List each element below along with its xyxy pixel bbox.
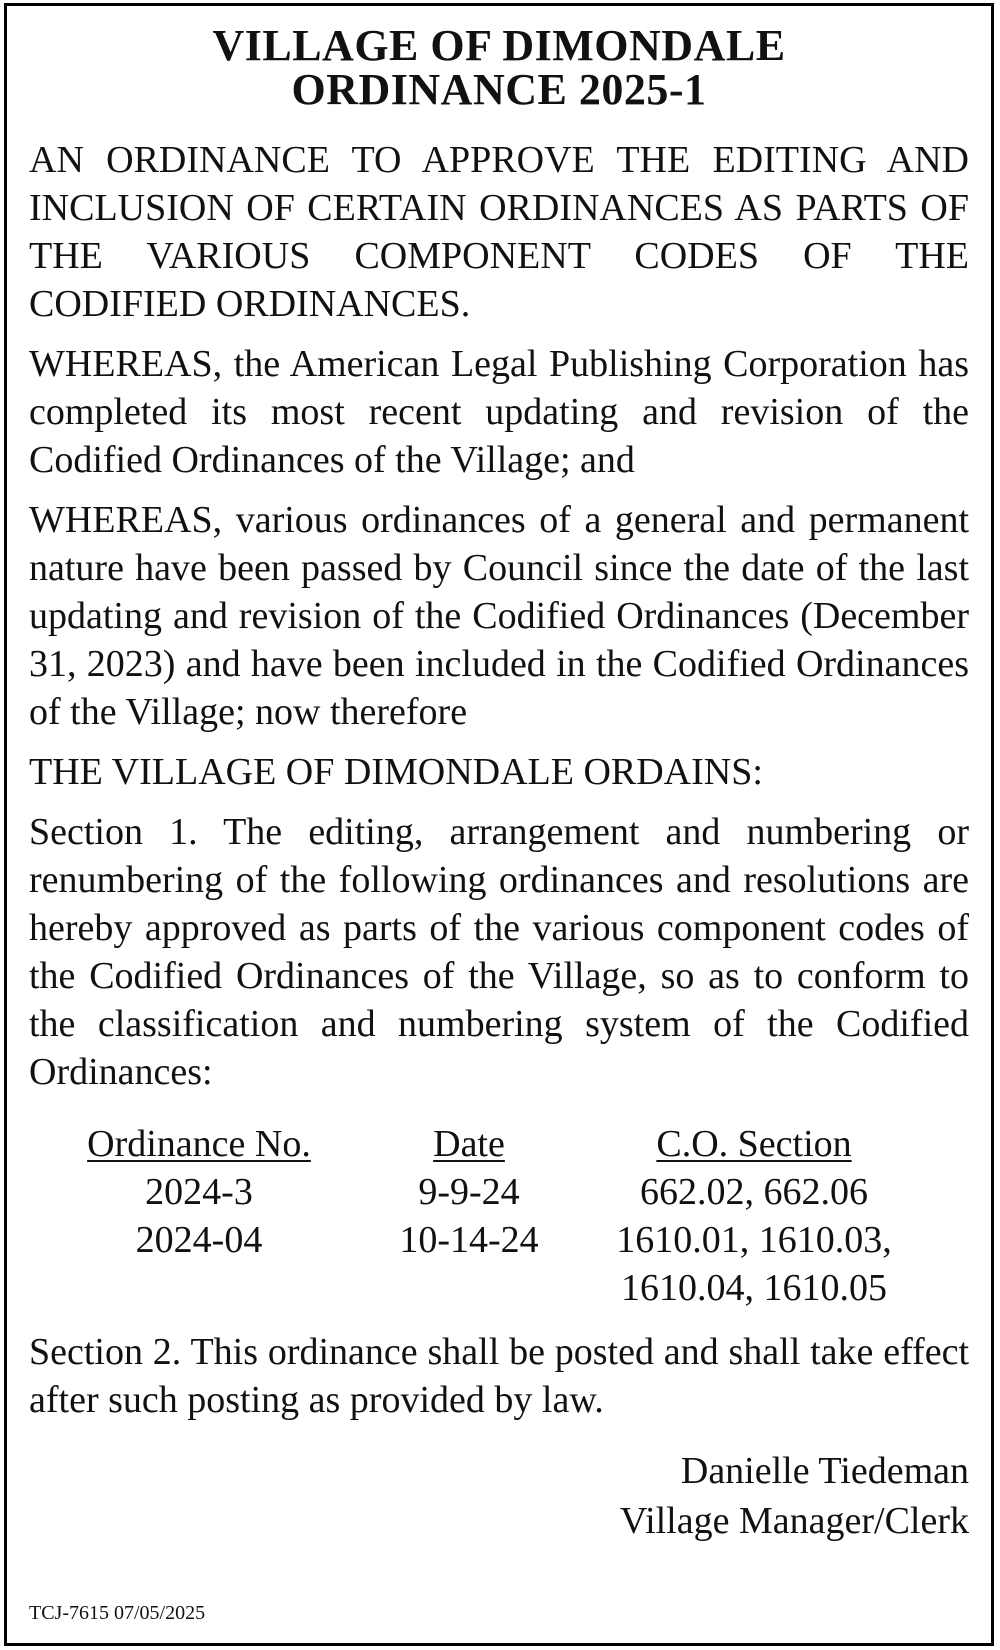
table-cell: 10-14-24 — [399, 1219, 539, 1261]
signature-block — [29, 1446, 969, 1546]
purpose-paragraph: AN ORDINANCE TO APPROVE THE EDITING AND INCLUSION OF CERTAIN ORDINANCES AS PARTS OF THE VARIOUS COMPONENT CODES OF THE CODIFIED ORDINANCES. — [29, 139, 969, 325]
publication-code: TCJ-7615 07/05/2025 — [29, 1602, 206, 1624]
column-header-section: C.O. Section — [656, 1123, 852, 1165]
table-cell: 9-9-24 — [418, 1171, 520, 1213]
table-header-row — [29, 1120, 969, 1168]
title-line-2: ORDINANCE 2025-1 — [291, 65, 707, 114]
table-cell: 2024-04 — [135, 1219, 263, 1261]
legal-notice — [4, 3, 994, 1646]
signatory-name: Danielle Tiedeman — [680, 1450, 969, 1492]
table-cell: 2024-3 — [145, 1171, 253, 1213]
table-cell: 1610.01, 1610.03, — [616, 1219, 892, 1261]
ordinance-table — [29, 1120, 969, 1312]
table-row — [29, 1264, 969, 1312]
notice-body — [29, 136, 969, 1546]
notice-title — [7, 21, 991, 114]
table-row — [29, 1168, 969, 1216]
title-line-1: VILLAGE OF DIMONDALE — [212, 21, 786, 70]
table-row — [29, 1216, 969, 1264]
table-cell: 662.02, 662.06 — [640, 1171, 868, 1213]
whereas-paragraph-1: WHEREAS, the American Legal Publishing Corporation has completed its most recent updating and revision of the Codified Ordinances of the Village; and — [29, 343, 969, 481]
section-2-paragraph: Section 2. This ordinance shall be posted and shall take effect after such posting as provided by law. — [29, 1331, 969, 1421]
table-cell — [29, 1264, 349, 1312]
signatory-title: Village Manager/Clerk — [619, 1500, 969, 1542]
column-header-date: Date — [433, 1123, 505, 1165]
ordains-paragraph: THE VILLAGE OF DIMONDALE ORDAINS: — [29, 751, 763, 793]
table-cell: 1610.04, 1610.05 — [621, 1267, 887, 1309]
table-cell — [349, 1264, 589, 1312]
column-header-ordinance: Ordinance No. — [87, 1123, 311, 1165]
whereas-paragraph-2: WHEREAS, various ordinances of a general and permanent nature have been passed by Council since the date of the last updating and revision of the Codified Ordinances (December 31, 2023) and have been included in the Codified Ordinances of the Village; now therefore — [29, 499, 969, 733]
section-1-paragraph: Section 1. The editing, arrangement and numbering or renumbering of the following ordinances and resolutions are hereby approved as parts of the various component codes of the Codified Ordinances of the Village, so as to conform to the classification and numbering system of the Codified Ordinances: — [29, 811, 969, 1093]
